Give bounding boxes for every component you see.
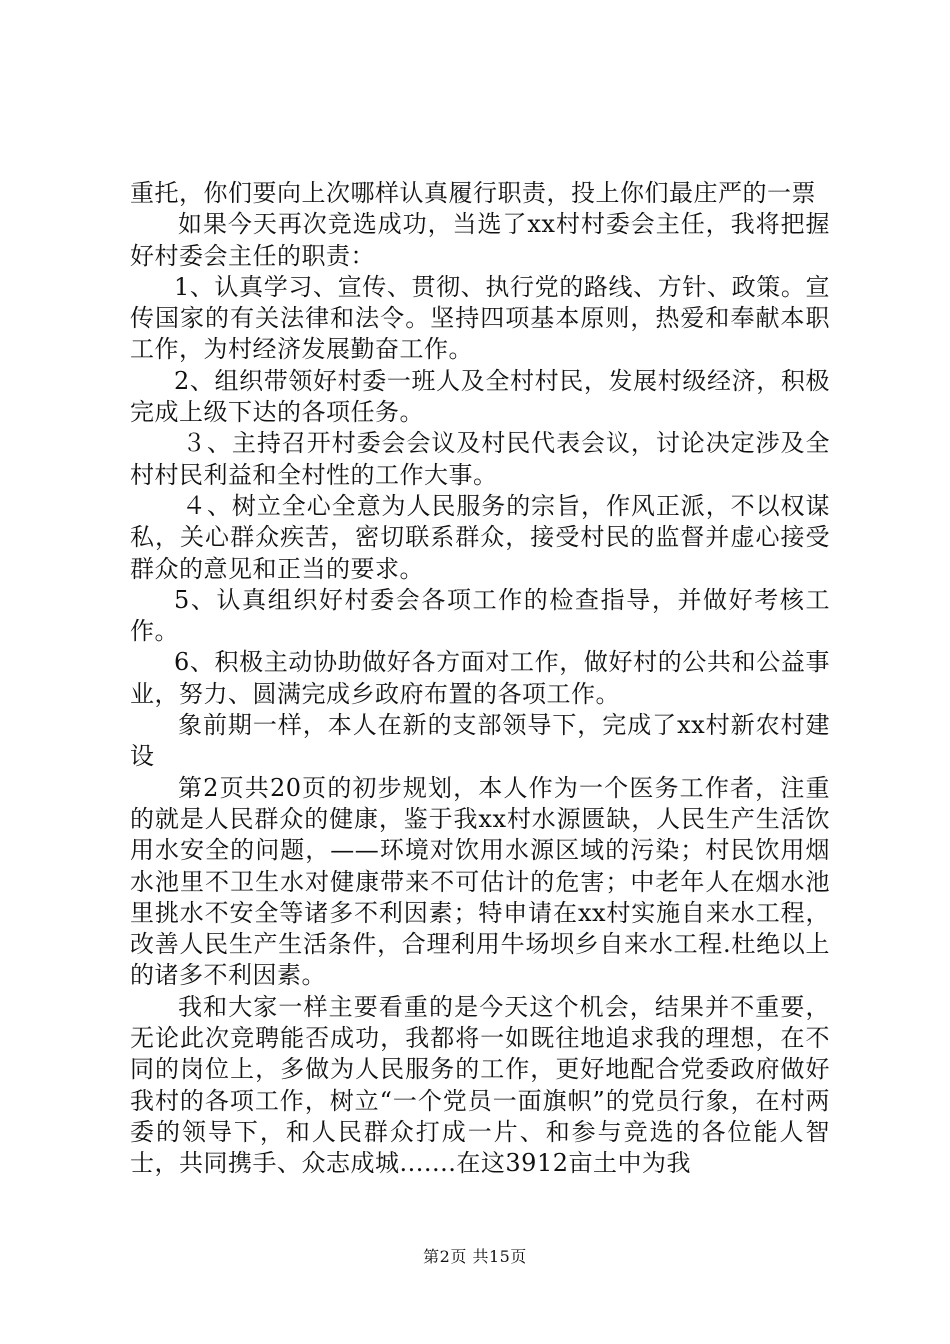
paragraph-duty-5: 5、认真组织好村委会各项工作的检查指导，并做好考核工作。 — [130, 585, 830, 646]
paragraph-1: 重托，你们要向上次哪样认真履行职责，投上你们最庄严的一票 — [130, 179, 816, 207]
paragraph-duty-1: 1、认真学习、宣传、贯彻、执行党的路线、方针、政策。宣传国家的有关法律和法令。坚持四项基本原则，热爱和奉献本职工作，为村经济发展勤奋工作。 — [130, 272, 830, 364]
paragraph-duty-6: 6、积极主动协助做好各方面对工作，做好村的公共和公益事业，努力、圆满完成乡政府布置的各项工作。 — [130, 648, 830, 708]
paragraph-duty-4: ４、树立全心全意为人民服务的宗旨，作风正派，不以权谋私，关心群众疾苦，密切联系群众，接受村民的监督并虚心接受群众的意见和正当的要求。 — [130, 491, 830, 583]
paragraph-duty-3: ３、主持召开村委会会议及村民代表会议，讨论决定涉及全村村民利益和全村性的工作大事。 — [130, 429, 830, 489]
document-body — [130, 178, 830, 1180]
paragraph-5: 我和大家一样主要看重的是今天这个机会，结果并不重要，无论此次竞聘能否成功，我都将一如既往地追求我的理想，在不同的岗位上，多做为人民服务的工作，更好地配合党委政府做好我村的各项工作，树立“一个党员一面旗帜”的党员行象，在村两委的领导下，和人民群众打成一片、和参与竞选的各位能人智士，共同携手、众志成城.......在这3912亩土中为我 — [130, 992, 830, 1178]
paragraph-4: 第2页共20页的初步规划，本人作为一个医务工作者，注重的就是人民群众的健康，鉴于我xx村水源匮缺，人民生产生活饮用水安全的问题，——环境对饮用水源区域的污染；村民饮用烟水池里不卫生水对健康带来不可估计的危害；中老年人在烟水池里挑水不安全等诸多不利因素；特申请在xx村实施自来水工程，改善人民生产生活条件，合理利用牛场坝乡自来水工程.杜绝以上的诸多不利因素。 — [130, 773, 830, 990]
paragraph-2: 如果今天再次竞选成功，当选了xx村村委会主任，我将把握好村委会主任的职责： — [130, 210, 830, 270]
page-footer: 第2页 共15页 — [423, 1247, 527, 1266]
paragraph-3: 象前期一样，本人在新的支部领导下，完成了xx村新农村建设 — [130, 711, 830, 771]
paragraph-duty-2: 2、组织带领好村委一班人及全村村民，发展村级经济，积极完成上级下达的各项任务。 — [130, 366, 830, 427]
